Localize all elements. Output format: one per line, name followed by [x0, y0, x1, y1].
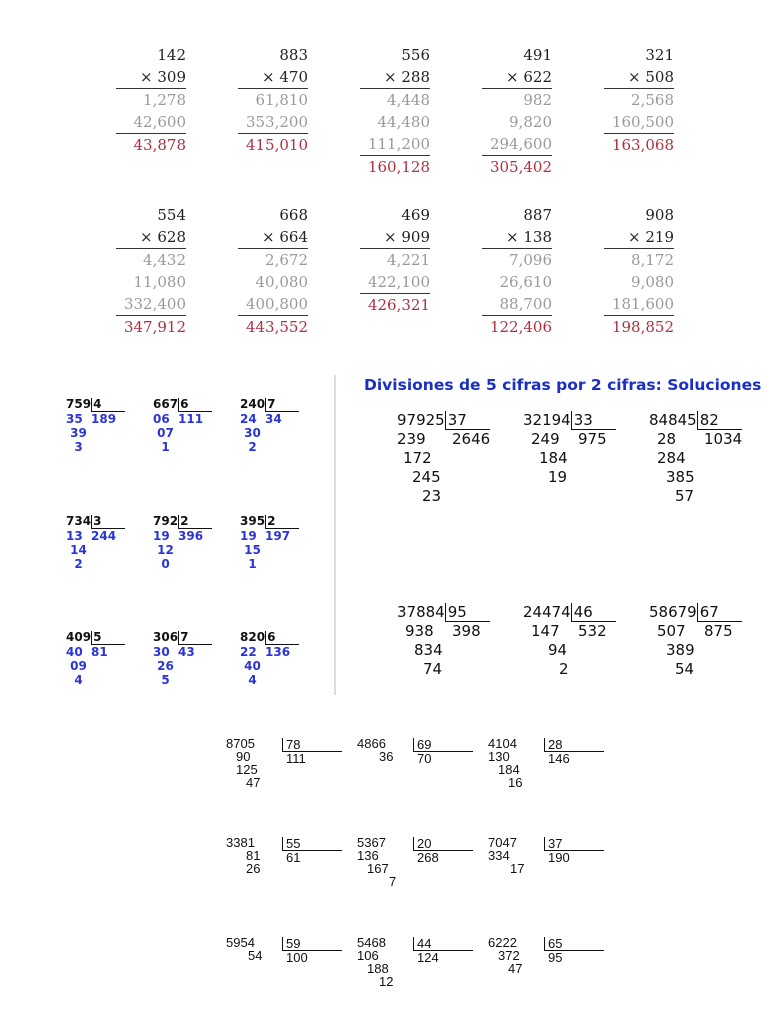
division-steps: 14: [66, 543, 87, 557]
division-remainder: 23: [422, 487, 442, 505]
dividend: 4866: [357, 736, 386, 751]
small-division: [240, 630, 299, 687]
partial-product: 4,448: [387, 91, 430, 109]
divisor: 7: [178, 631, 212, 645]
quotient: 1034: [704, 430, 743, 448]
divisor: 44: [413, 937, 473, 951]
division-step: 81: [246, 848, 261, 863]
multiplication-problem: [604, 204, 674, 338]
dividend: 24474: [523, 603, 571, 621]
quotient: 95: [548, 950, 563, 965]
division-remainder: 7: [389, 874, 397, 889]
small-division: [66, 397, 125, 454]
division-steps: 40 81: [66, 645, 108, 659]
small-division: [153, 630, 212, 687]
long-division: [357, 738, 477, 798]
multiplicand: 883: [279, 46, 308, 64]
section-title: Divisiones de 5 cifras por 2 cifras: Soluciones: [364, 376, 762, 394]
long-division: [488, 937, 608, 997]
partial-product: 40,080: [255, 273, 308, 291]
product-result: 43,878: [133, 136, 186, 154]
divisor: 82: [697, 411, 742, 430]
section-divider: [334, 375, 336, 695]
multiplier: × 138: [482, 226, 552, 249]
division-remainder: 12: [379, 974, 394, 989]
multiplicand: 142: [157, 46, 186, 64]
quotient: 190: [548, 850, 570, 865]
division-step: 938: [405, 622, 434, 640]
long-division: [488, 738, 608, 798]
partial-product: 2,672: [265, 251, 308, 269]
partial-product: 400,800: [238, 293, 308, 316]
dividend: 409: [66, 630, 92, 644]
division-steps: 19 396: [153, 529, 204, 543]
partial-product: 160,500: [604, 111, 674, 134]
partial-product: 7,096: [509, 251, 552, 269]
multiplicand: 491: [523, 46, 552, 64]
partial-product: 8,172: [631, 251, 674, 269]
multiplication-problem: [116, 44, 186, 156]
partial-product: 9,820: [509, 113, 552, 131]
division-steps: 06 111: [153, 412, 204, 426]
long-division: [397, 603, 507, 683]
partial-product: 422,100: [360, 271, 430, 294]
divisor: 2: [265, 515, 299, 529]
multiplier: × 219: [604, 226, 674, 249]
division-step: 90: [236, 749, 251, 764]
multiplier: × 628: [116, 226, 186, 249]
multiplier: × 909: [360, 226, 430, 249]
division-steps: 35 189: [66, 412, 117, 426]
divisor: 67: [697, 603, 742, 622]
division-remainder: 54: [675, 660, 695, 678]
divisor: 65: [544, 937, 604, 951]
divisor: 7: [265, 398, 299, 412]
quotient: 398: [452, 622, 481, 640]
multiplication-problem: [238, 204, 308, 338]
partial-product: 88,700: [482, 293, 552, 316]
multiplication-problem: [604, 44, 674, 156]
small-division: [153, 514, 212, 571]
multiplicand: 668: [279, 206, 308, 224]
division-step: 172: [403, 449, 432, 467]
division-step: 245: [412, 468, 441, 486]
division-steps: 30: [240, 426, 261, 440]
product-result: 122,406: [489, 318, 552, 336]
dividend: 792: [153, 514, 179, 528]
dividend: 240: [240, 397, 266, 411]
division-remainder: 1: [240, 557, 257, 571]
dividend: 97925: [397, 411, 445, 429]
dividend: 84845: [649, 411, 697, 429]
division-step: 147: [531, 622, 560, 640]
division-step: 249: [531, 430, 560, 448]
partial-product: 44,480: [377, 113, 430, 131]
partial-product: 111,200: [360, 133, 430, 156]
product-result: 443,552: [245, 318, 308, 336]
divisor: 4: [91, 398, 125, 412]
dividend: 5954: [226, 935, 255, 950]
quotient: 111: [286, 751, 306, 766]
long-division: [226, 837, 346, 897]
quotient: 2646: [452, 430, 491, 448]
divisor: 6: [265, 631, 299, 645]
division-step: 284: [657, 449, 686, 467]
partial-product: 1,278: [143, 91, 186, 109]
dividend: 8705: [226, 736, 255, 751]
division-steps: 19 197: [240, 529, 291, 543]
quotient: 268: [417, 850, 439, 865]
division-steps: 13 244: [66, 529, 117, 543]
dividend: 58679: [649, 603, 697, 621]
division-remainder: 0: [153, 557, 170, 571]
product-result: 163,068: [611, 136, 674, 154]
dividend: 37884: [397, 603, 445, 621]
partial-product: 2,568: [631, 91, 674, 109]
dividend: 6222: [488, 935, 517, 950]
division-step: 188: [367, 961, 389, 976]
division-step: 385: [666, 468, 695, 486]
division-step: 184: [539, 449, 568, 467]
division-steps: 09: [66, 659, 87, 673]
dividend: 5468: [357, 935, 386, 950]
divisor: 33: [571, 411, 616, 430]
divisor: 5: [91, 631, 125, 645]
multiplicand: 321: [645, 46, 674, 64]
division-remainder: 26: [246, 861, 261, 876]
division-step: 239: [397, 430, 426, 448]
partial-product: 294,600: [482, 133, 552, 156]
division-step: 167: [367, 861, 389, 876]
quotient: 146: [548, 751, 570, 766]
multiplicand: 469: [401, 206, 430, 224]
dividend: 395: [240, 514, 266, 528]
product-result: 415,010: [245, 136, 308, 154]
dividend: 759: [66, 397, 92, 411]
multiplication-problem: [238, 44, 308, 156]
small-division: [240, 397, 299, 454]
divisor: 2: [178, 515, 212, 529]
division-step: 130: [488, 749, 510, 764]
partial-product: 4,221: [387, 251, 430, 269]
division-remainder: 74: [423, 660, 443, 678]
small-division: [240, 514, 299, 571]
partial-product: 61,810: [255, 91, 308, 109]
division-remainder: 2: [559, 660, 569, 678]
multiplier: × 622: [482, 66, 552, 89]
division-remainder: 54: [248, 948, 263, 963]
division-steps: 30 43: [153, 645, 195, 659]
division-remainder: 2: [240, 440, 257, 454]
division-steps: 39: [66, 426, 87, 440]
division-step: 389: [666, 641, 695, 659]
partial-product: 26,610: [499, 273, 552, 291]
product-result: 198,852: [611, 318, 674, 336]
division-remainder: 4: [240, 673, 257, 687]
multiplication-problem: [360, 44, 430, 178]
division-steps: 15: [240, 543, 261, 557]
quotient: 875: [704, 622, 733, 640]
small-division: [66, 630, 125, 687]
divisor: 95: [445, 603, 490, 622]
divisor: 69: [413, 738, 473, 752]
divisor: 28: [544, 738, 604, 752]
division-steps: 24 34: [240, 412, 282, 426]
quotient: 124: [417, 950, 439, 965]
division-step: 28: [657, 430, 677, 448]
divisor: 6: [178, 398, 212, 412]
dividend: 306: [153, 630, 179, 644]
division-steps: 26: [153, 659, 174, 673]
division-step: 125: [236, 762, 258, 777]
division-steps: 07: [153, 426, 174, 440]
partial-product: 4,432: [143, 251, 186, 269]
partial-product: 9,080: [631, 273, 674, 291]
multiplication-problem: [116, 204, 186, 338]
division-step: 334: [488, 848, 510, 863]
multiplication-problem: [360, 204, 430, 316]
quotient: 70: [417, 751, 432, 766]
dividend: 32194: [523, 411, 571, 429]
divisor: 37: [544, 837, 604, 851]
partial-product: 42,600: [116, 111, 186, 134]
long-division: [649, 603, 759, 683]
multiplier: × 470: [238, 66, 308, 89]
multiplier: × 288: [360, 66, 430, 89]
division-step: 372: [498, 948, 520, 963]
long-division: [357, 837, 477, 897]
long-division: [523, 411, 633, 511]
division-steps: 22 136: [240, 645, 291, 659]
long-division: [523, 603, 633, 683]
dividend: 5367: [357, 835, 386, 850]
dividend: 4104: [488, 736, 517, 751]
dividend: 3381: [226, 835, 255, 850]
long-division: [226, 937, 346, 997]
long-division: [397, 411, 507, 511]
multiplicand: 908: [645, 206, 674, 224]
partial-product: 332,400: [116, 293, 186, 316]
division-step: 507: [657, 622, 686, 640]
product-result: 305,402: [489, 158, 552, 176]
dividend: 734: [66, 514, 92, 528]
long-division: [357, 937, 477, 997]
divisor: 78: [282, 738, 342, 752]
multiplicand: 556: [401, 46, 430, 64]
partial-product: 181,600: [604, 293, 674, 316]
dividend: 820: [240, 630, 266, 644]
divisor: 3: [91, 515, 125, 529]
division-steps: 12: [153, 543, 174, 557]
long-division: [649, 411, 759, 511]
multiplication-problem: [482, 44, 552, 178]
division-remainder: 2: [66, 557, 83, 571]
product-result: 160,128: [367, 158, 430, 176]
division-remainder: 36: [379, 749, 394, 764]
product-result: 347,912: [123, 318, 186, 336]
division-step: 834: [414, 641, 443, 659]
division-remainder: 3: [66, 440, 83, 454]
division-remainder: 16: [508, 775, 523, 790]
small-division: [66, 514, 125, 571]
product-result: 426,321: [367, 296, 430, 314]
long-division: [488, 837, 608, 897]
division-step: 94: [548, 641, 568, 659]
division-step: 106: [357, 948, 379, 963]
division-remainder: 1: [153, 440, 170, 454]
partial-product: 353,200: [238, 111, 308, 134]
long-division: [226, 738, 346, 798]
division-remainder: 5: [153, 673, 170, 687]
multiplier: × 309: [116, 66, 186, 89]
division-remainder: 17: [510, 861, 525, 876]
dividend: 7047: [488, 835, 517, 850]
divisor: 55: [282, 837, 342, 851]
multiplier: × 508: [604, 66, 674, 89]
division-remainder: 47: [246, 775, 261, 790]
partial-product: 11,080: [133, 273, 186, 291]
division-remainder: 47: [508, 961, 523, 976]
multiplicand: 554: [157, 206, 186, 224]
partial-product: 982: [523, 91, 552, 109]
dividend: 667: [153, 397, 179, 411]
division-step: 136: [357, 848, 379, 863]
quotient: 975: [578, 430, 607, 448]
divisor: 20: [413, 837, 473, 851]
division-steps: 40: [240, 659, 261, 673]
division-remainder: 19: [548, 468, 568, 486]
multiplier: × 664: [238, 226, 308, 249]
division-remainder: 4: [66, 673, 83, 687]
divisor: 59: [282, 937, 342, 951]
quotient: 61: [286, 850, 301, 865]
divisor: 46: [571, 603, 616, 622]
multiplicand: 887: [523, 206, 552, 224]
divisor: 37: [445, 411, 490, 430]
division-step: 184: [498, 762, 520, 777]
small-division: [153, 397, 212, 454]
quotient: 532: [578, 622, 607, 640]
quotient: 100: [286, 950, 308, 965]
multiplication-problem: [482, 204, 552, 338]
division-remainder: 57: [675, 487, 695, 505]
